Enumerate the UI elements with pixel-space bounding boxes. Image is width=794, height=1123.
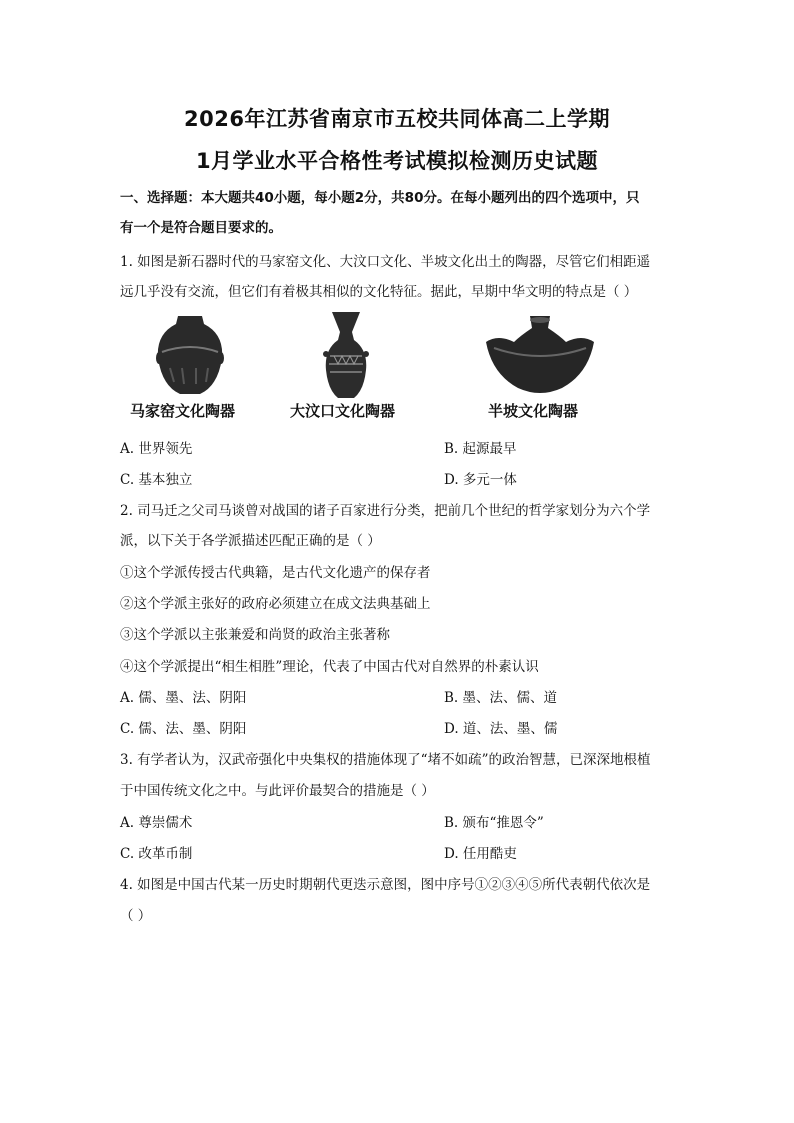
q2-stem-line2: 派，以下关于各学派描述匹配正确的是（ ）: [120, 533, 381, 549]
q1-option-a: A. 世界领先: [120, 441, 193, 457]
q2-item-3: ③这个学派以主张兼爱和尚贤的政治主张著称: [120, 627, 390, 643]
q4-stem-line2: （ ）: [120, 908, 152, 924]
q3-option-b: B. 颁布“推恩令”: [444, 815, 544, 831]
pottery-caption-banpo: 半坡文化陶器: [488, 402, 579, 420]
q1-option-c: C. 基本独立: [120, 472, 193, 488]
q3-option-d: D. 任用酷吏: [444, 846, 517, 862]
section-heading-line2: 有一个是符合题目要求的。: [120, 220, 282, 236]
dawenkou-pottery-image: [318, 310, 374, 402]
pottery-caption-majiayao: 马家窑文化陶器: [130, 402, 236, 420]
q2-item-2: ②这个学派主张好的政府必须建立在成文法典基础上: [120, 596, 431, 612]
q1-option-d: D. 多元一体: [444, 472, 517, 488]
q1-option-b: B. 起源最早: [444, 441, 517, 457]
q2-item-4: ④这个学派提出“相生相胜”理论，代表了中国古代对自然界的朴素认识: [120, 659, 539, 675]
majiayao-pottery-image: [150, 312, 230, 398]
q2-option-c: C. 儒、法、墨、阴阳: [120, 721, 247, 737]
q4-stem-line1: 4. 如图是中国古代某一历史时期朝代更迭示意图，图中序号①②③④⑤所代表朝代依次是: [120, 877, 651, 893]
page-title-line2: 1月学业水平合格性考试模拟检测历史试题: [195, 149, 599, 173]
q1-stem-line1: 1. 如图是新石器时代的马家窑文化、大汶口文化、半坡文化出土的陶器，尽管它们相距遥: [120, 254, 651, 270]
section-heading-line1: 一、选择题：本大题共40小题，每小题2分，共80分。在每小题列出的四个选项中，只: [120, 190, 640, 206]
q3-option-a: A. 尊崇儒术: [120, 815, 193, 831]
q2-item-1: ①这个学派传授古代典籍，是古代文化遗产的保存者: [120, 565, 431, 581]
pottery-caption-dawenkou: 大汶口文化陶器: [290, 402, 396, 420]
q2-option-b: B. 墨、法、儒、道: [444, 690, 558, 706]
q2-option-d: D. 道、法、墨、儒: [444, 721, 558, 737]
page-title-line1: 2026年江苏省南京市五校共同体高二上学期: [184, 107, 610, 131]
q3-option-c: C. 改革币制: [120, 846, 193, 862]
q2-stem-line1: 2. 司马迁之父司马谈曾对战国的诸子百家进行分类，把前几个世纪的哲学家划分为六个学: [120, 503, 651, 519]
q3-stem-line2: 于中国传统文化之中。与此评价最契合的措施是（ ）: [120, 783, 435, 799]
q2-option-a: A. 儒、墨、法、阴阳: [120, 690, 247, 706]
q1-stem-line2: 远几乎没有交流，但它们有着极其相似的文化特征。据此，早期中华文明的特点是（ ）: [120, 284, 638, 300]
banpo-pottery-image: [482, 312, 598, 398]
q3-stem-line1: 3. 有学者认为，汉武帝强化中央集权的措施体现了“堵不如疏”的政治智慧，已深深地根植: [120, 752, 651, 768]
